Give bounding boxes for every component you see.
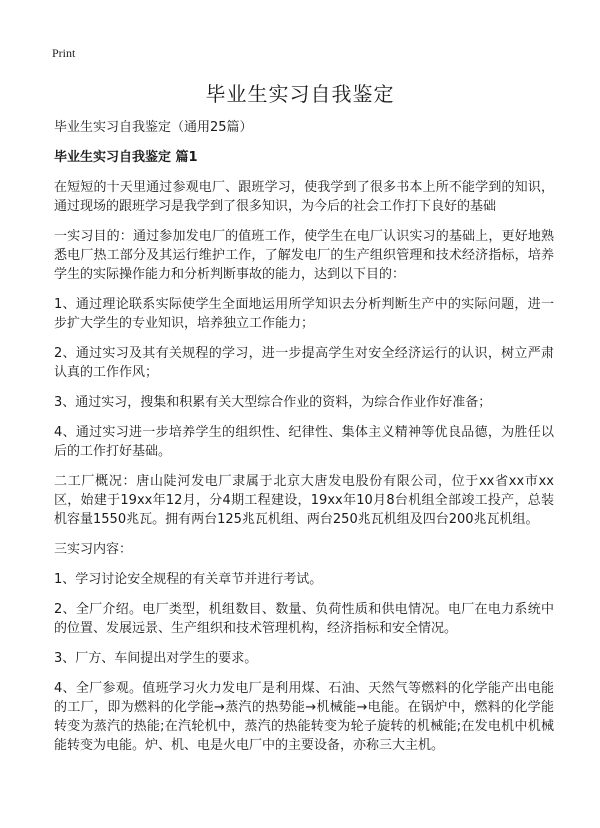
paragraph-content-heading: 三实习内容： [54,542,133,557]
paragraph-content-item-3: 3、厂方、车间提出对学生的要求。 [54,651,258,666]
paragraph-content-item-1: 1、学习讨论安全规程的有关章节并进行考试。 [54,572,323,587]
paragraph-purpose-item-1: 1、通过理论联系实际使学生全面地运用所学知识去分析判断生产中的实际问题，进一步扩大学生的专业知识，培养独立工作能力； [54,297,554,331]
section-heading: 毕业生实习自我鉴定 篇1 [54,150,198,165]
paragraph-purpose-item-2: 2、通过实习及其有关规程的学习，进一步提高学生对安全经济运行的认识，树立严肃认真的工作作风； [54,346,554,380]
page-title: 毕业生实习自我鉴定 [205,82,395,106]
document-body [54,118,554,766]
paragraph-factory-overview: 二工厂概况：唐山陡河发电厂隶属于北京大唐发电股份有限公司，位于xx省xx市xx区，始建于19xx年12月，分4期工程建设，19xx年10月8台机组全部竣工投产，总装机容量1550兆瓦。拥有两台125兆瓦机组、两台250兆瓦机组及四台200兆瓦机组。 [54,474,554,527]
paragraph-content-item-4: 4、全厂参观。值班学习火力发电厂是利用煤、石油、天然气等燃料的化学能产出电能的工厂，即为燃料的化学能→蒸汽的热势能→机械能→电能。在锅炉中，燃料的化学能转变为蒸汽的热能;在汽轮机中，蒸汽的热能转变为轮子旋转的机械能;在发电机中机械能转变为电能。炉、机、电是火电厂中的主要设备，亦称三大主机。 [54,681,554,753]
paragraph-purpose-item-4: 4、通过实习进一步培养学生的组织性、纪律性、集体主义精神等优良品德，为胜任以后的工作打好基础。 [54,425,554,459]
paragraph-purpose: 一实习目的：通过参加发电厂的值班工作，使学生在电厂认识实习的基础上，更好地熟悉电厂热工部分及其运行维护工作，了解发电厂的生产组织管理和技术经济指标，培养学生的实际操作能力和分析判断事故的能力，达到以下目的： [54,229,554,282]
document-subtitle: 毕业生实习自我鉴定（通用25篇） [54,120,253,135]
paragraph-intro: 在短短的十天里通过参观电厂、跟班学习，使我学到了很多书本上所不能学到的知识，通过现场的跟班学习是我学到了很多知识，为今后的社会工作打下良好的基础 [54,180,554,214]
paragraph-content-item-2: 2、全厂介绍。电厂类型，机组数目、数量、负荷性质和供电情况。电厂在电力系统中的位置、发展远景、生产组织和技术管理机构，经济指标和安全情况。 [54,602,554,636]
print-link[interactable]: Print [52,46,76,60]
paragraph-purpose-item-3: 3、通过实习，搜集和积累有关大型综合作业的资料，为综合作业作好准备； [54,395,492,410]
